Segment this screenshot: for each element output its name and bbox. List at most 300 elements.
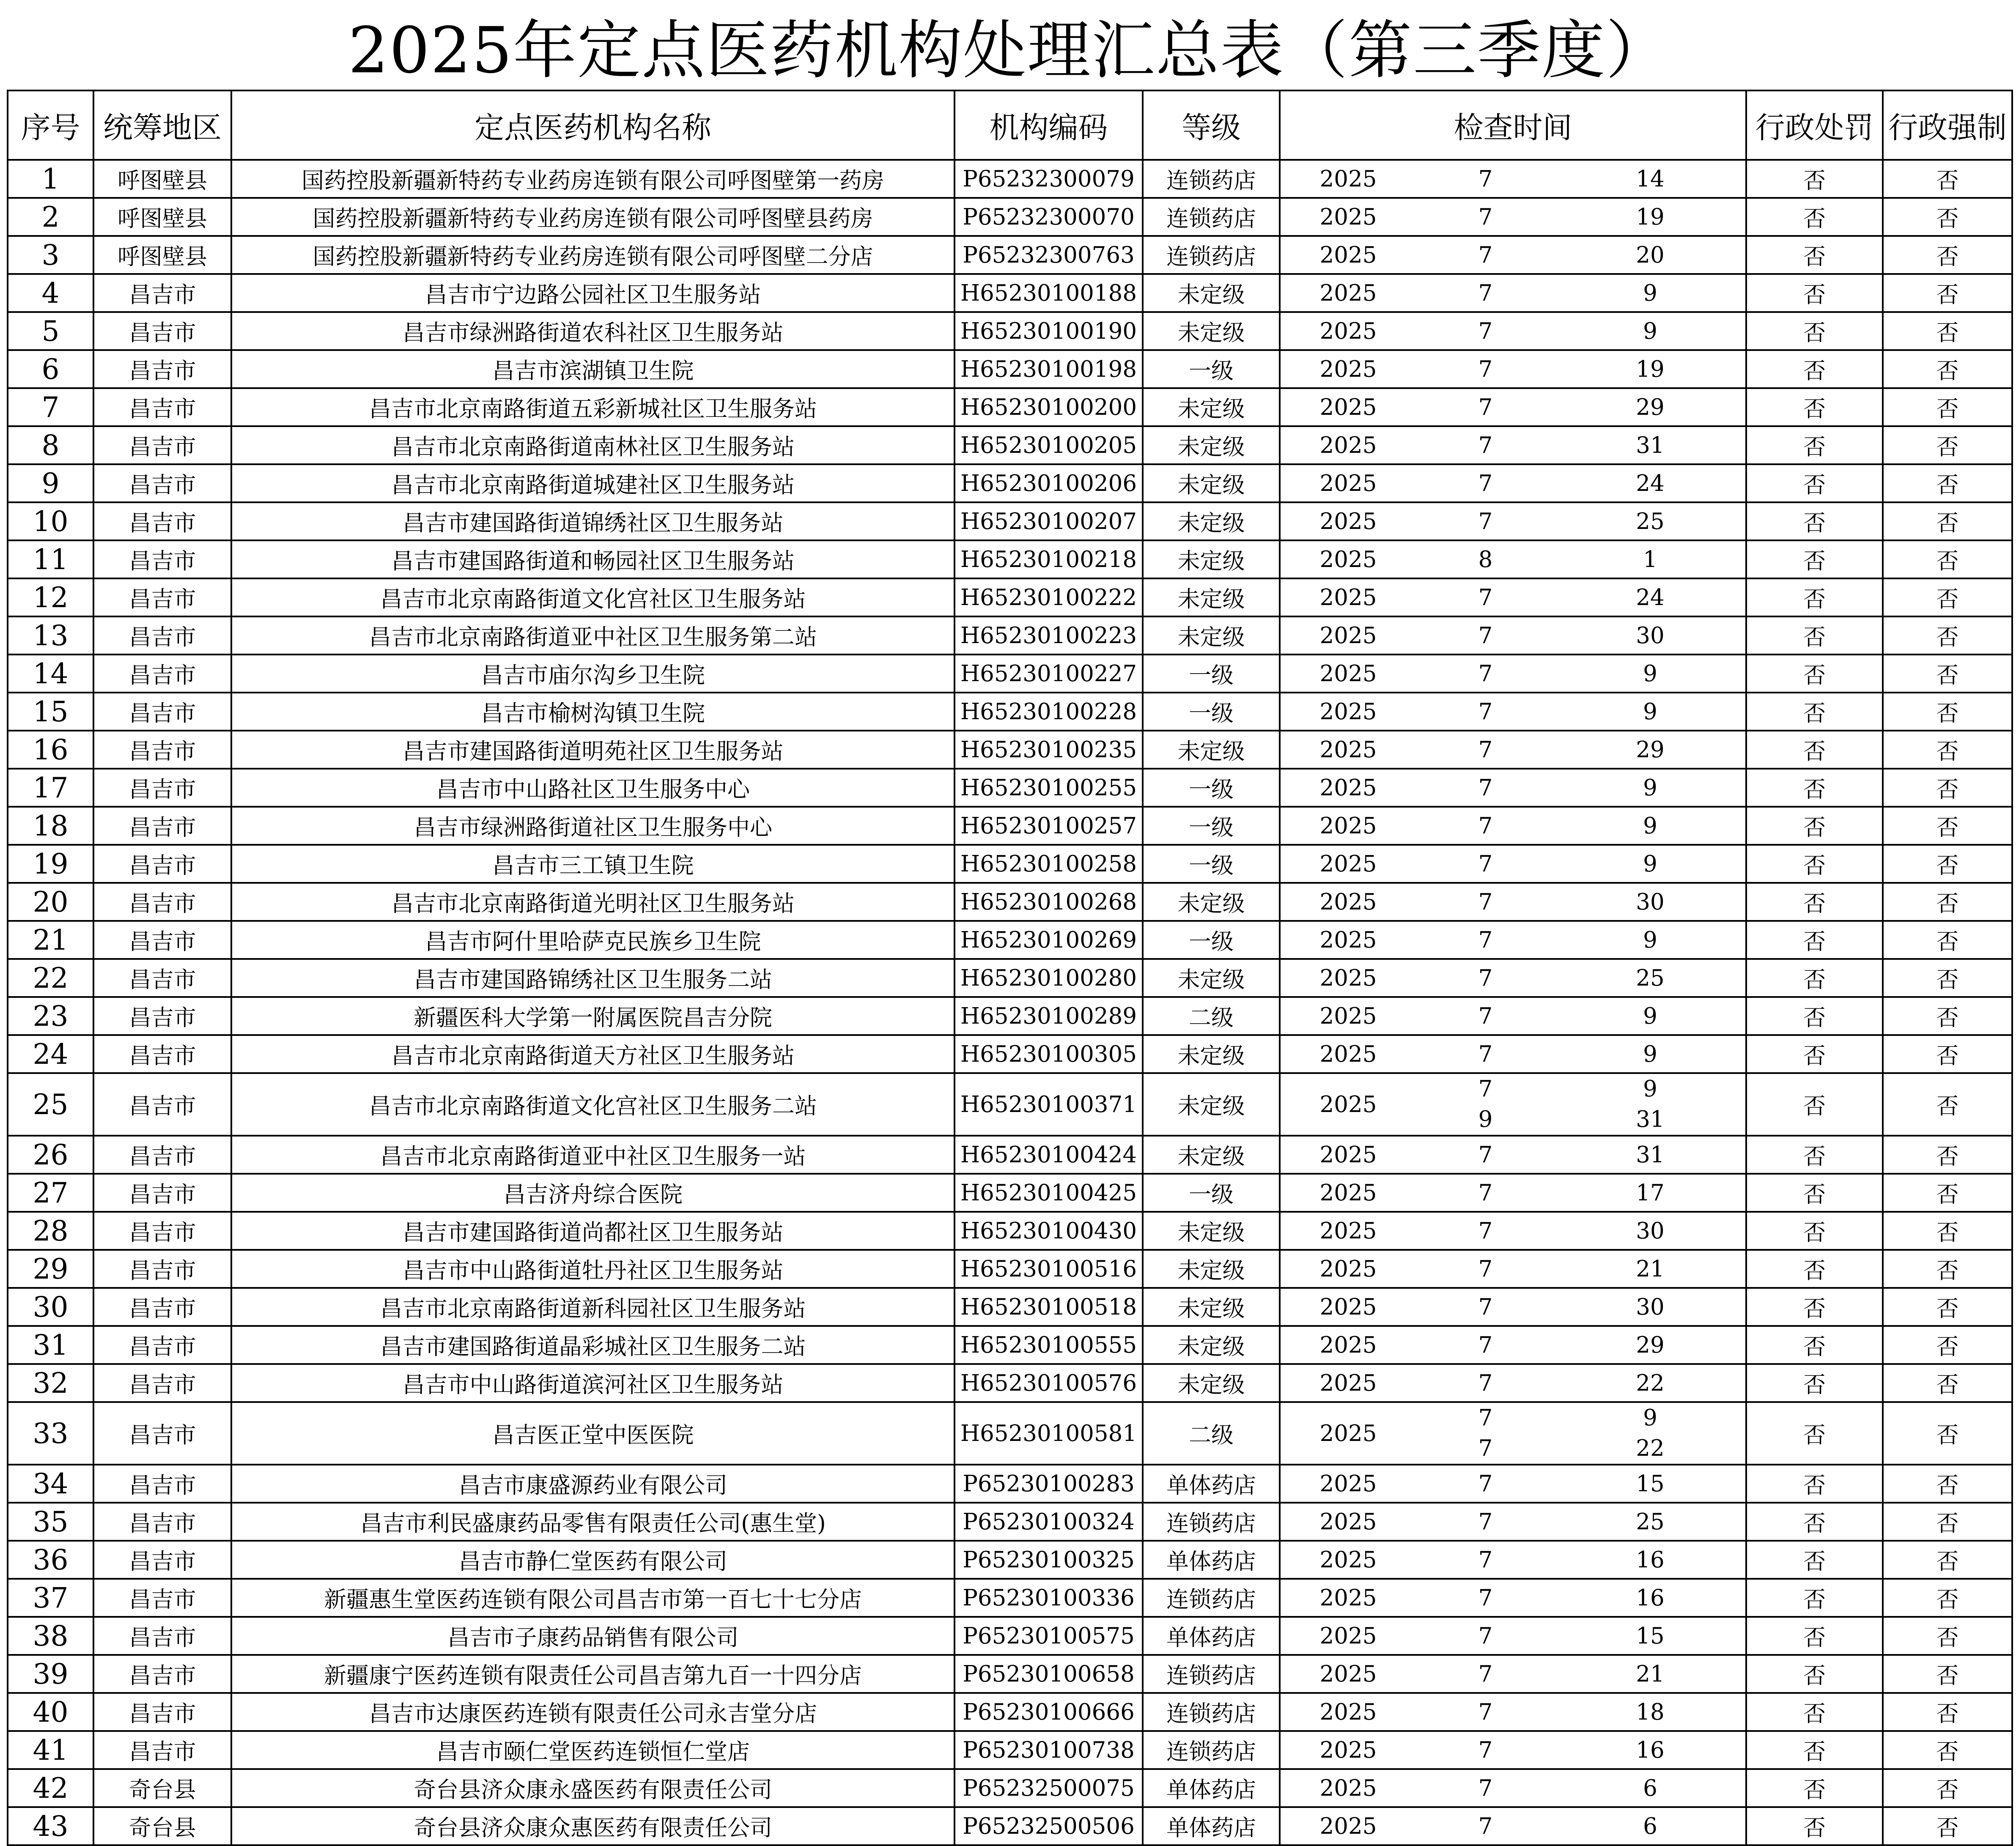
cell-level: 未定级 (1143, 1250, 1280, 1288)
cell-admin-enforcement: 否 (1883, 1250, 2012, 1288)
table-row (8, 1073, 2012, 1136)
cell-seq: 26 (8, 1136, 93, 1174)
cell-region: 昌吉市 (93, 1174, 231, 1212)
cell-check-year: 2025 (1280, 769, 1417, 807)
cell-code: H65230100255 (955, 769, 1143, 807)
table-row (8, 693, 2012, 731)
cell-admin-penalty: 否 (1746, 312, 1883, 350)
cell-admin-enforcement: 否 (1883, 1807, 2012, 1845)
cell-admin-enforcement: 否 (1883, 1288, 2012, 1326)
cell-admin-enforcement: 否 (1883, 1212, 2012, 1250)
cell-code: H65230100188 (955, 274, 1143, 312)
cell-region: 昌吉市 (93, 1617, 231, 1655)
table-row (8, 1326, 2012, 1364)
cell-admin-enforcement: 否 (1883, 502, 2012, 540)
cell-check-month-line-2: 7 (1478, 1435, 1493, 1461)
cell-seq: 32 (8, 1364, 93, 1402)
cell-code: H65230100227 (955, 655, 1143, 693)
cell-seq: 5 (8, 312, 93, 350)
cell-check-month: 7 (1417, 616, 1554, 655)
cell-institution-name: 昌吉市绿洲路街道社区卫生服务中心 (231, 807, 955, 845)
cell-admin-penalty: 否 (1746, 578, 1883, 616)
cell-seq: 12 (8, 578, 93, 616)
cell-code: H65230100516 (955, 1250, 1143, 1288)
cell-level: 连锁药店 (1143, 1579, 1280, 1617)
cell-code: P65230100666 (955, 1693, 1143, 1731)
cell-institution-name: 昌吉市滨湖镇卫生院 (231, 350, 955, 388)
cell-admin-penalty: 否 (1746, 769, 1883, 807)
cell-admin-penalty: 否 (1746, 1136, 1883, 1174)
cell-check-month: 7 (1417, 693, 1554, 731)
cell-region: 昌吉市 (93, 540, 231, 578)
cell-institution-name: 昌吉市子康药品销售有限公司 (231, 1617, 955, 1655)
cell-code: H65230100305 (955, 1035, 1143, 1073)
cell-institution-name: 昌吉市中山路街道滨河社区卫生服务站 (231, 1364, 955, 1402)
cell-check-month: 7 (1417, 502, 1554, 540)
cell-institution-name: 昌吉市建国路街道明苑社区卫生服务站 (231, 731, 955, 769)
cell-check-day: 29 (1554, 388, 1746, 426)
cell-region: 昌吉市 (93, 693, 231, 731)
cell-check-year: 2025 (1280, 1073, 1417, 1136)
cell-level: 未定级 (1143, 731, 1280, 769)
cell-admin-enforcement: 否 (1883, 1731, 2012, 1769)
cell-institution-name: 昌吉市三工镇卫生院 (231, 845, 955, 883)
cell-admin-penalty: 否 (1746, 1693, 1883, 1731)
cell-institution-name: 昌吉市达康医药连锁有限责任公司永吉堂分店 (231, 1693, 955, 1731)
table-row (8, 578, 2012, 616)
cell-seq: 18 (8, 807, 93, 845)
cell-admin-penalty: 否 (1746, 1326, 1883, 1364)
cell-admin-enforcement: 否 (1883, 883, 2012, 921)
cell-admin-enforcement: 否 (1883, 1541, 2012, 1579)
cell-check-year: 2025 (1280, 959, 1417, 997)
cell-check-month: 7 (1417, 160, 1554, 198)
cell-admin-enforcement: 否 (1883, 655, 2012, 693)
cell-institution-name: 昌吉市阿什里哈萨克民族乡卫生院 (231, 921, 955, 959)
cell-check-month: 7 (1417, 959, 1554, 997)
cell-code: H65230100371 (955, 1073, 1143, 1136)
cell-code: H65230100222 (955, 578, 1143, 616)
cell-code: H65230100518 (955, 1288, 1143, 1326)
cell-region: 昌吉市 (93, 997, 231, 1035)
cell-region: 昌吉市 (93, 1465, 231, 1503)
cell-seq: 37 (8, 1579, 93, 1617)
table-row (8, 160, 2012, 198)
cell-check-day: 19 (1554, 198, 1746, 236)
cell-level: 一级 (1143, 693, 1280, 731)
cell-check-month: 7 (1417, 1731, 1554, 1769)
header-admin-enforcement: 行政强制 (1883, 90, 2012, 160)
table-row (8, 921, 2012, 959)
cell-check-month: 7 (1417, 236, 1554, 274)
table-row (8, 540, 2012, 578)
cell-code: H65230100576 (955, 1364, 1143, 1402)
cell-institution-name: 国药控股新疆新特药专业药房连锁有限公司呼图壁县药房 (231, 198, 955, 236)
cell-check-month: 7 (1417, 578, 1554, 616)
cell-admin-enforcement: 否 (1883, 1655, 2012, 1693)
cell-admin-penalty: 否 (1746, 845, 1883, 883)
cell-check-day: 9 (1554, 921, 1746, 959)
cell-admin-enforcement: 否 (1883, 160, 2012, 198)
cell-check-month: 7 (1417, 1807, 1554, 1845)
cell-institution-name: 昌吉市庙尔沟乡卫生院 (231, 655, 955, 693)
cell-seq: 7 (8, 388, 93, 426)
cell-institution-name: 昌吉市中山路社区卫生服务中心 (231, 769, 955, 807)
cell-admin-enforcement: 否 (1883, 769, 2012, 807)
cell-seq: 38 (8, 1617, 93, 1655)
cell-check-day: 6 (1554, 1769, 1746, 1807)
cell-check-day: 30 (1554, 883, 1746, 921)
cell-check-year: 2025 (1280, 1465, 1417, 1503)
cell-check-year: 2025 (1280, 1250, 1417, 1288)
cell-check-year: 2025 (1280, 1364, 1417, 1402)
cell-institution-name: 昌吉市建国路街道锦绣社区卫生服务站 (231, 502, 955, 540)
cell-admin-enforcement: 否 (1883, 426, 2012, 464)
cell-admin-penalty: 否 (1746, 426, 1883, 464)
cell-region: 昌吉市 (93, 769, 231, 807)
cell-level: 未定级 (1143, 426, 1280, 464)
cell-code: P65232500075 (955, 1769, 1143, 1807)
cell-admin-enforcement: 否 (1883, 1174, 2012, 1212)
cell-admin-penalty: 否 (1746, 997, 1883, 1035)
cell-admin-penalty: 否 (1746, 1503, 1883, 1541)
cell-admin-enforcement: 否 (1883, 731, 2012, 769)
cell-check-day (1554, 1402, 1746, 1465)
cell-seq: 10 (8, 502, 93, 540)
cell-check-year: 2025 (1280, 921, 1417, 959)
cell-code: H65230100257 (955, 807, 1143, 845)
table-row (8, 426, 2012, 464)
cell-check-year: 2025 (1280, 731, 1417, 769)
cell-seq: 25 (8, 1073, 93, 1136)
cell-admin-enforcement: 否 (1883, 540, 2012, 578)
cell-check-month: 7 (1417, 807, 1554, 845)
cell-admin-enforcement: 否 (1883, 1579, 2012, 1617)
cell-region: 昌吉市 (93, 274, 231, 312)
table-row (8, 769, 2012, 807)
cell-code: P65230100283 (955, 1465, 1143, 1503)
table-row (8, 1579, 2012, 1617)
cell-code: H65230100280 (955, 959, 1143, 997)
cell-admin-enforcement: 否 (1883, 1364, 2012, 1402)
table-row (8, 616, 2012, 655)
cell-check-year: 2025 (1280, 1212, 1417, 1250)
cell-check-month: 7 (1417, 1212, 1554, 1250)
cell-region: 昌吉市 (93, 350, 231, 388)
cell-code: P65230100658 (955, 1655, 1143, 1693)
cell-code: H65230100581 (955, 1402, 1143, 1465)
cell-check-day-line-1: 9 (1643, 1405, 1657, 1431)
cell-code: H65230100430 (955, 1212, 1143, 1250)
cell-region: 昌吉市 (93, 655, 231, 693)
cell-seq: 4 (8, 274, 93, 312)
cell-admin-enforcement: 否 (1883, 274, 2012, 312)
cell-admin-penalty: 否 (1746, 1655, 1883, 1693)
cell-code: H65230100425 (955, 1174, 1143, 1212)
cell-level: 一级 (1143, 921, 1280, 959)
table-row (8, 236, 2012, 274)
cell-admin-penalty: 否 (1746, 1617, 1883, 1655)
cell-admin-enforcement: 否 (1883, 921, 2012, 959)
cell-region: 昌吉市 (93, 1503, 231, 1541)
cell-check-month: 7 (1417, 1136, 1554, 1174)
cell-check-year: 2025 (1280, 1035, 1417, 1073)
cell-level: 未定级 (1143, 1136, 1280, 1174)
cell-region: 昌吉市 (93, 578, 231, 616)
cell-check-year: 2025 (1280, 655, 1417, 693)
cell-check-month: 7 (1417, 312, 1554, 350)
cell-check-day: 9 (1554, 769, 1746, 807)
header-check-time: 检查时间 (1280, 90, 1746, 160)
header-level: 等级 (1143, 90, 1280, 160)
cell-admin-enforcement: 否 (1883, 464, 2012, 502)
table-row (8, 731, 2012, 769)
cell-check-year: 2025 (1280, 1541, 1417, 1579)
cell-check-month: 7 (1417, 1288, 1554, 1326)
cell-seq: 35 (8, 1503, 93, 1541)
cell-code: H65230100198 (955, 350, 1143, 388)
cell-institution-name: 昌吉市榆树沟镇卫生院 (231, 693, 955, 731)
cell-seq: 13 (8, 616, 93, 655)
cell-region: 昌吉市 (93, 1250, 231, 1288)
cell-check-day: 1 (1554, 540, 1746, 578)
table-row (8, 198, 2012, 236)
cell-check-year: 2025 (1280, 312, 1417, 350)
table-row (8, 655, 2012, 693)
cell-check-day: 25 (1554, 1503, 1746, 1541)
cell-level: 连锁药店 (1143, 1731, 1280, 1769)
cell-code: H65230100424 (955, 1136, 1143, 1174)
table-row (8, 807, 2012, 845)
table-row (8, 1655, 2012, 1693)
cell-region: 昌吉市 (93, 1136, 231, 1174)
cell-level: 未定级 (1143, 540, 1280, 578)
cell-institution-name: 奇台县济众康永盛医药有限责任公司 (231, 1769, 955, 1807)
cell-admin-penalty: 否 (1746, 198, 1883, 236)
cell-check-year: 2025 (1280, 198, 1417, 236)
cell-check-month: 7 (1417, 274, 1554, 312)
cell-admin-penalty: 否 (1746, 236, 1883, 274)
cell-check-month: 7 (1417, 997, 1554, 1035)
cell-admin-penalty: 否 (1746, 616, 1883, 655)
cell-check-day: 15 (1554, 1617, 1746, 1655)
cell-seq: 16 (8, 731, 93, 769)
cell-check-month: 7 (1417, 769, 1554, 807)
cell-level: 未定级 (1143, 1035, 1280, 1073)
cell-code: P65232300763 (955, 236, 1143, 274)
cell-admin-enforcement: 否 (1883, 198, 2012, 236)
cell-seq: 2 (8, 198, 93, 236)
cell-admin-penalty: 否 (1746, 464, 1883, 502)
table-row (8, 464, 2012, 502)
cell-check-year: 2025 (1280, 274, 1417, 312)
cell-admin-penalty: 否 (1746, 731, 1883, 769)
cell-code: H65230100555 (955, 1326, 1143, 1364)
cell-check-year: 2025 (1280, 616, 1417, 655)
cell-seq: 17 (8, 769, 93, 807)
cell-seq: 41 (8, 1731, 93, 1769)
cell-check-month: 7 (1417, 1541, 1554, 1579)
cell-check-day: 9 (1554, 807, 1746, 845)
cell-check-day: 24 (1554, 578, 1746, 616)
cell-check-month-line-2: 9 (1478, 1107, 1493, 1132)
cell-admin-enforcement: 否 (1883, 807, 2012, 845)
cell-level: 未定级 (1143, 1073, 1280, 1136)
cell-code: H65230100258 (955, 845, 1143, 883)
cell-region: 昌吉市 (93, 959, 231, 997)
cell-level: 未定级 (1143, 388, 1280, 426)
cell-check-year: 2025 (1280, 1693, 1417, 1731)
cell-check-month (1417, 1073, 1554, 1136)
cell-check-year: 2025 (1280, 807, 1417, 845)
table-row (8, 502, 2012, 540)
cell-region: 昌吉市 (93, 1579, 231, 1617)
cell-level: 单体药店 (1143, 1807, 1280, 1845)
cell-check-year: 2025 (1280, 1655, 1417, 1693)
cell-admin-enforcement: 否 (1883, 578, 2012, 616)
cell-admin-enforcement: 否 (1883, 1402, 2012, 1465)
cell-code: H65230100228 (955, 693, 1143, 731)
cell-check-day: 21 (1554, 1655, 1746, 1693)
cell-seq: 21 (8, 921, 93, 959)
cell-admin-enforcement: 否 (1883, 1326, 2012, 1364)
cell-institution-name: 昌吉市北京南路街道光明社区卫生服务站 (231, 883, 955, 921)
cell-level: 未定级 (1143, 274, 1280, 312)
cell-institution-name: 奇台县济众康众惠医药有限责任公司 (231, 1807, 955, 1845)
cell-admin-penalty: 否 (1746, 388, 1883, 426)
cell-institution-name: 新疆惠生堂医药连锁有限公司昌吉市第一百七十七分店 (231, 1579, 955, 1617)
cell-admin-penalty: 否 (1746, 1769, 1883, 1807)
cell-check-day: 15 (1554, 1465, 1746, 1503)
cell-check-day: 16 (1554, 1731, 1746, 1769)
cell-check-year: 2025 (1280, 1326, 1417, 1364)
cell-region: 昌吉市 (93, 464, 231, 502)
cell-level: 一级 (1143, 1174, 1280, 1212)
table-row (8, 1769, 2012, 1807)
table-row (8, 1174, 2012, 1212)
table-row (8, 959, 2012, 997)
cell-institution-name: 昌吉市北京南路街道城建社区卫生服务站 (231, 464, 955, 502)
cell-admin-enforcement: 否 (1883, 1136, 2012, 1174)
cell-seq: 6 (8, 350, 93, 388)
cell-check-month-line-1: 7 (1478, 1405, 1493, 1431)
cell-admin-enforcement: 否 (1883, 845, 2012, 883)
summary-table (7, 90, 2013, 1846)
cell-institution-name: 昌吉市静仁堂医药有限公司 (231, 1541, 955, 1579)
cell-check-month: 7 (1417, 1617, 1554, 1655)
cell-region: 呼图壁县 (93, 236, 231, 274)
cell-seq: 31 (8, 1326, 93, 1364)
cell-check-month: 7 (1417, 1769, 1554, 1807)
cell-admin-penalty: 否 (1746, 1731, 1883, 1769)
cell-check-day: 31 (1554, 1136, 1746, 1174)
cell-check-day: 30 (1554, 616, 1746, 655)
cell-institution-name: 昌吉市建国路街道和畅园社区卫生服务站 (231, 540, 955, 578)
cell-region: 昌吉市 (93, 1731, 231, 1769)
cell-admin-penalty: 否 (1746, 1035, 1883, 1073)
cell-seq: 20 (8, 883, 93, 921)
cell-admin-penalty: 否 (1746, 1174, 1883, 1212)
cell-institution-name: 昌吉市北京南路街道文化宫社区卫生服务站 (231, 578, 955, 616)
cell-level: 未定级 (1143, 578, 1280, 616)
cell-code: H65230100200 (955, 388, 1143, 426)
header-region: 统筹地区 (93, 90, 231, 160)
cell-check-day: 25 (1554, 502, 1746, 540)
cell-check-month: 7 (1417, 1174, 1554, 1212)
cell-admin-enforcement: 否 (1883, 997, 2012, 1035)
cell-admin-enforcement: 否 (1883, 1693, 2012, 1731)
cell-seq: 15 (8, 693, 93, 731)
cell-check-month: 7 (1417, 1655, 1554, 1693)
cell-check-day: 24 (1554, 464, 1746, 502)
cell-level: 未定级 (1143, 502, 1280, 540)
cell-seq: 8 (8, 426, 93, 464)
cell-level: 连锁药店 (1143, 160, 1280, 198)
cell-level: 单体药店 (1143, 1769, 1280, 1807)
cell-level: 未定级 (1143, 464, 1280, 502)
cell-check-month: 7 (1417, 1250, 1554, 1288)
cell-code: H65230100268 (955, 883, 1143, 921)
cell-level: 一级 (1143, 769, 1280, 807)
cell-check-day: 16 (1554, 1541, 1746, 1579)
cell-check-day: 9 (1554, 655, 1746, 693)
cell-seq: 39 (8, 1655, 93, 1693)
cell-check-month: 7 (1417, 1364, 1554, 1402)
cell-check-day: 6 (1554, 1807, 1746, 1845)
cell-check-day: 29 (1554, 731, 1746, 769)
cell-region: 昌吉市 (93, 1693, 231, 1731)
cell-admin-penalty: 否 (1746, 921, 1883, 959)
cell-admin-penalty: 否 (1746, 1073, 1883, 1136)
cell-check-day-line-1: 9 (1643, 1076, 1657, 1102)
cell-admin-penalty: 否 (1746, 1541, 1883, 1579)
cell-check-year: 2025 (1280, 845, 1417, 883)
cell-institution-name: 昌吉市绿洲路街道农科社区卫生服务站 (231, 312, 955, 350)
cell-check-month: 7 (1417, 1326, 1554, 1364)
cell-institution-name: 昌吉市北京南路街道南林社区卫生服务站 (231, 426, 955, 464)
cell-level: 一级 (1143, 845, 1280, 883)
cell-seq: 3 (8, 236, 93, 274)
cell-check-day: 9 (1554, 693, 1746, 731)
cell-region: 昌吉市 (93, 845, 231, 883)
cell-code: H65230100218 (955, 540, 1143, 578)
cell-level: 连锁药店 (1143, 1655, 1280, 1693)
cell-seq: 29 (8, 1250, 93, 1288)
cell-check-day: 30 (1554, 1212, 1746, 1250)
header-institution-name: 定点医药机构名称 (231, 90, 955, 160)
cell-check-day: 21 (1554, 1250, 1746, 1288)
cell-seq: 22 (8, 959, 93, 997)
cell-check-month: 7 (1417, 198, 1554, 236)
cell-admin-enforcement: 否 (1883, 350, 2012, 388)
cell-admin-enforcement: 否 (1883, 1035, 2012, 1073)
cell-check-month: 7 (1417, 1035, 1554, 1073)
cell-check-day: 9 (1554, 845, 1746, 883)
cell-region: 昌吉市 (93, 1035, 231, 1073)
cell-code: P65232500506 (955, 1807, 1143, 1845)
cell-check-year: 2025 (1280, 997, 1417, 1035)
cell-level: 未定级 (1143, 959, 1280, 997)
table-row (8, 1288, 2012, 1326)
cell-seq: 36 (8, 1541, 93, 1579)
cell-code: P65230100324 (955, 1503, 1143, 1541)
cell-seq: 43 (8, 1807, 93, 1845)
cell-institution-name: 新疆康宁医药连锁有限责任公司昌吉第九百一十四分店 (231, 1655, 955, 1693)
cell-check-year: 2025 (1280, 1731, 1417, 1769)
cell-institution-name: 昌吉市康盛源药业有限公司 (231, 1465, 955, 1503)
cell-code: P65230100738 (955, 1731, 1143, 1769)
cell-check-year: 2025 (1280, 1807, 1417, 1845)
